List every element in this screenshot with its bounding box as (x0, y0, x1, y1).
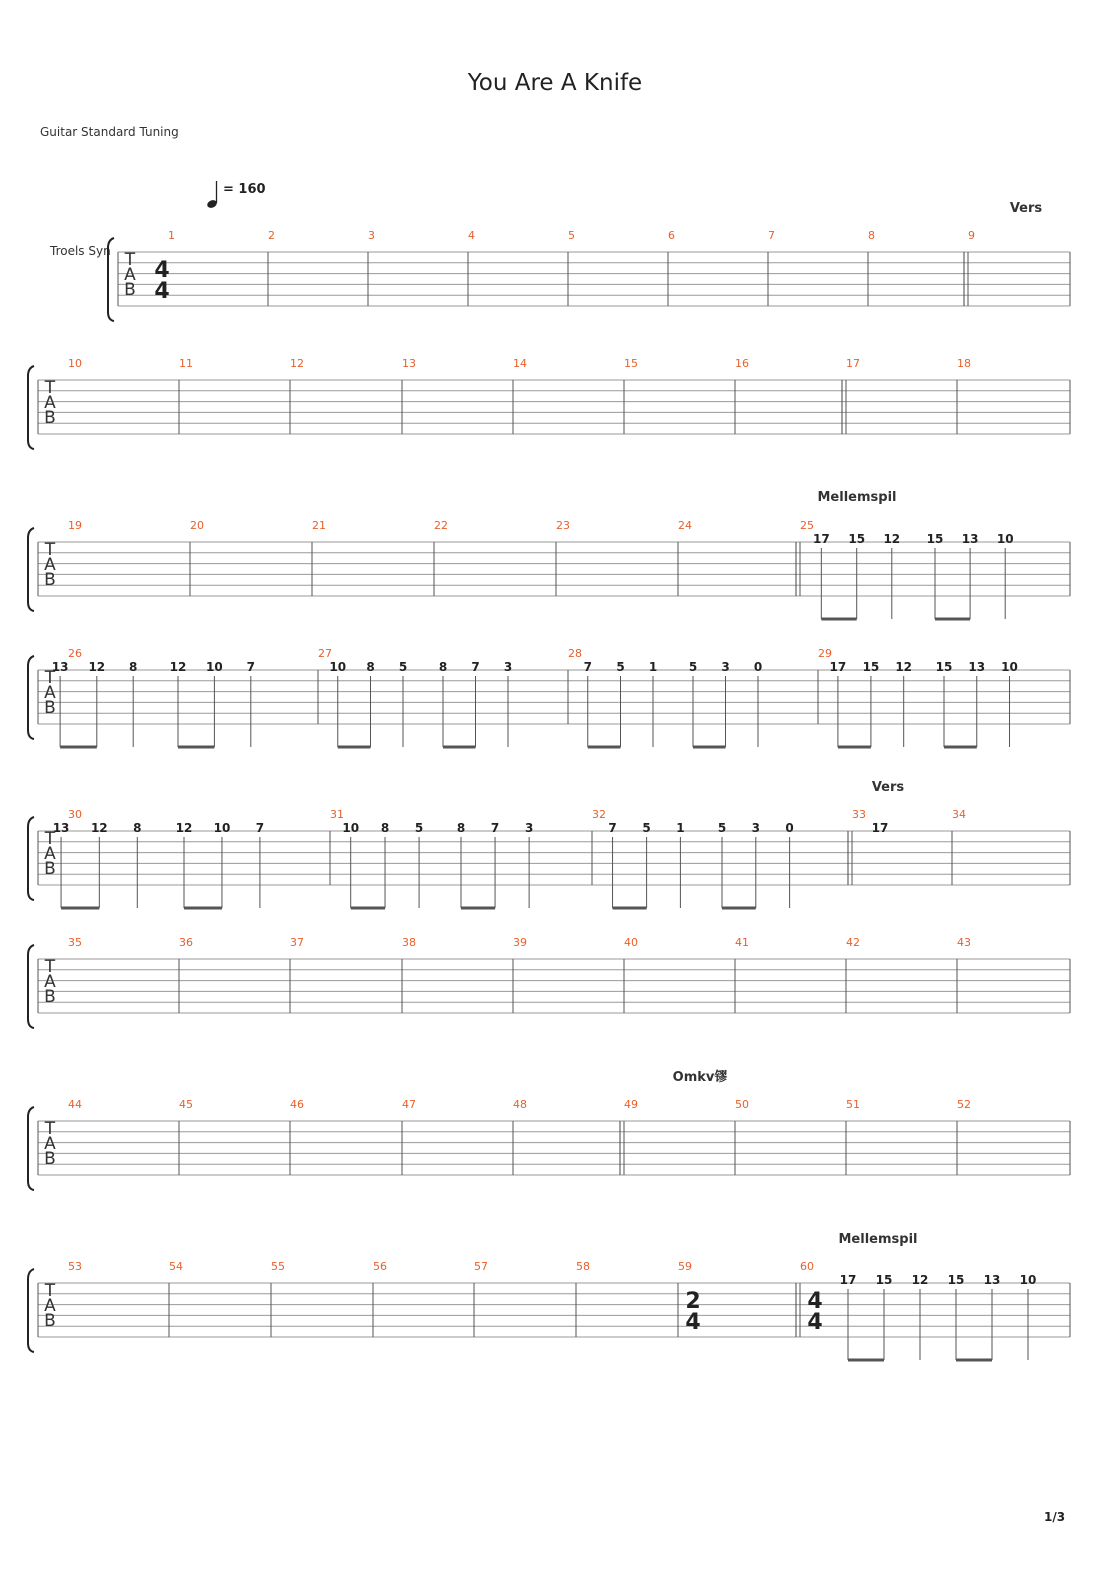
measure-number: 15 (624, 357, 638, 370)
measure-number: 14 (513, 357, 527, 370)
measure-2 (268, 229, 275, 242)
measure-30 (53, 808, 264, 908)
fret-number: 15 (947, 1273, 965, 1287)
tab-clef-letter: A (44, 844, 56, 864)
system-bracket (28, 366, 34, 449)
measure-number: 16 (735, 357, 749, 370)
fret-number: 3 (524, 821, 534, 835)
page-number: 1/3 (1044, 1510, 1066, 1524)
fret-number: 7 (583, 660, 592, 674)
measure-54 (169, 1260, 183, 1273)
section-marker: Omkv镠 (672, 1070, 728, 1085)
measure-number: 27 (318, 647, 332, 660)
tab-clef-letter: T (44, 668, 56, 688)
measure-number: 34 (952, 808, 966, 821)
fret-number: 7 (608, 821, 617, 835)
system-bracket (108, 238, 114, 321)
measure-number: 38 (402, 936, 416, 949)
fret-number: 3 (751, 821, 760, 835)
measure-number: 22 (434, 519, 448, 532)
measure-17 (842, 357, 860, 434)
measure-36 (179, 936, 193, 949)
fret-number: 5 (414, 821, 424, 835)
measure-28 (568, 647, 762, 747)
measure-number: 56 (373, 1260, 387, 1273)
measure-number: 42 (846, 936, 860, 949)
measure-15 (624, 357, 638, 370)
tab-clef-letter: T (44, 378, 56, 398)
measure-number: 35 (68, 936, 82, 949)
fret-number: 13 (961, 532, 979, 546)
tab-system (28, 357, 1070, 449)
fret-number: 17 (812, 532, 830, 546)
measure-number: 45 (179, 1098, 193, 1111)
measure-number: 55 (271, 1260, 285, 1273)
tab-clef-letter: A (44, 555, 56, 575)
fret-number: 7 (471, 660, 480, 674)
measure-33 (848, 780, 904, 885)
measure-number: 5 (568, 229, 575, 242)
measure-3 (368, 229, 375, 242)
tab-clef-letter: T (44, 1281, 56, 1301)
measure-29 (818, 647, 1018, 747)
fret-number: 12 (911, 1273, 929, 1287)
fret-number: 1 (676, 821, 685, 835)
measure-19 (68, 519, 82, 532)
measure-number: 30 (68, 808, 82, 821)
system-bracket (28, 528, 34, 611)
measure-number: 19 (68, 519, 82, 532)
measure-57 (474, 1260, 488, 1273)
measure-5 (568, 229, 575, 242)
tab-clef-letter: A (44, 393, 56, 413)
fret-number: 12 (169, 660, 187, 674)
tab-clef-letter: A (44, 683, 56, 703)
time-signature-top: 2 (685, 1289, 701, 1314)
measure-number: 52 (957, 1098, 971, 1111)
measure-40 (624, 936, 638, 949)
measure-21 (312, 519, 326, 532)
fret-number: 12 (88, 660, 106, 674)
tab-clef-letter: A (44, 1296, 56, 1316)
measure-number: 39 (513, 936, 527, 949)
measure-number: 17 (846, 357, 860, 370)
system-bracket (28, 656, 34, 739)
fret-number: 15 (935, 660, 953, 674)
system-bracket (28, 1269, 34, 1352)
measure-10 (68, 357, 82, 370)
measure-52 (957, 1098, 971, 1111)
section-marker: Vers (871, 780, 905, 795)
fret-number: 8 (456, 821, 466, 835)
measure-number: 9 (968, 229, 975, 242)
tab-clef-letter: A (44, 972, 56, 992)
measure-44 (68, 1098, 82, 1111)
fret-number: 17 (829, 660, 847, 674)
fret-number: 5 (616, 660, 625, 674)
fret-number: 12 (175, 821, 193, 835)
measure-number: 51 (846, 1098, 860, 1111)
measure-number: 24 (678, 519, 692, 532)
fret-number: 13 (968, 660, 986, 674)
measure-23 (556, 519, 570, 532)
fret-number: 1 (648, 660, 658, 674)
measure-20 (190, 519, 204, 532)
fret-number: 3 (503, 660, 513, 674)
tab-clef-letter: T (44, 957, 56, 977)
fret-number: 10 (342, 821, 360, 835)
measure-43 (957, 936, 971, 949)
time-signature-bottom: 4 (685, 1310, 701, 1335)
measure-25 (796, 490, 1014, 619)
measure-number: 33 (852, 808, 866, 821)
measure-number: 57 (474, 1260, 488, 1273)
measure-number: 25 (800, 519, 814, 532)
system-bracket (28, 1107, 34, 1190)
measure-24 (678, 519, 692, 532)
measure-7 (768, 229, 775, 242)
measure-1 (154, 229, 175, 304)
measure-number: 1 (168, 229, 175, 242)
measure-26 (52, 647, 255, 747)
measure-35 (68, 936, 82, 949)
tab-clef-letter: T (44, 1119, 56, 1139)
fret-number: 10 (206, 660, 223, 674)
measure-number: 47 (402, 1098, 416, 1111)
measure-4 (468, 229, 475, 242)
measure-56 (373, 1260, 387, 1273)
measure-number: 54 (169, 1260, 183, 1273)
time-signature-bottom: 4 (154, 279, 170, 304)
measure-42 (846, 936, 860, 949)
tab-system (28, 1069, 1070, 1190)
tab-clef-letter: B (44, 570, 56, 590)
fret-number: 10 (213, 821, 231, 835)
measure-59 (678, 1260, 701, 1335)
fret-number: 8 (366, 660, 375, 674)
measure-number: 29 (818, 647, 832, 660)
fret-number: 15 (862, 660, 880, 674)
measure-number: 43 (957, 936, 971, 949)
fret-number: 8 (129, 660, 138, 674)
measure-16 (735, 357, 749, 370)
measure-47 (402, 1098, 416, 1111)
tab-clef-letter: B (44, 698, 56, 718)
fret-number: 5 (642, 821, 651, 835)
tempo-marking (206, 181, 266, 209)
tab-clef-letter: T (124, 250, 136, 270)
measure-48 (513, 1098, 527, 1111)
song-title: You Are A Knife (467, 70, 643, 96)
tab-system (28, 490, 1070, 619)
measure-12 (290, 357, 304, 370)
measure-number: 23 (556, 519, 570, 532)
tab-system (28, 936, 1070, 1028)
fret-number: 13 (51, 660, 69, 674)
measure-number: 36 (179, 936, 193, 949)
measure-9 (964, 201, 1042, 306)
time-signature-top: 4 (807, 1289, 823, 1314)
measure-number: 8 (868, 229, 875, 242)
fret-number: 15 (875, 1273, 893, 1287)
tab-clef-letter: T (44, 829, 56, 849)
measure-number: 20 (190, 519, 204, 532)
system-bracket (28, 817, 34, 900)
measure-50 (735, 1098, 749, 1111)
time-signature-bottom: 4 (807, 1310, 823, 1335)
fret-number: 5 (717, 821, 727, 835)
fret-number: 10 (996, 532, 1014, 546)
measure-number: 32 (592, 808, 606, 821)
measure-number: 46 (290, 1098, 304, 1111)
measure-11 (179, 357, 193, 370)
section-marker: Vers (1009, 201, 1043, 216)
measure-number: 40 (624, 936, 638, 949)
tuning-label: Guitar Standard Tuning (40, 125, 179, 139)
fret-number: 10 (1001, 660, 1018, 674)
measure-number: 58 (576, 1260, 590, 1273)
tab-clef-letter: B (124, 280, 136, 300)
measure-number: 7 (768, 229, 775, 242)
measure-number: 11 (179, 357, 193, 370)
measure-number: 6 (668, 229, 675, 242)
fret-number: 3 (721, 660, 730, 674)
measure-27 (318, 647, 512, 747)
fret-number: 13 (52, 821, 70, 835)
fret-number: 0 (753, 660, 763, 674)
section-marker: Mellemspil (838, 1232, 918, 1247)
fret-number: 15 (848, 532, 866, 546)
tab-clef-letter: B (44, 859, 56, 879)
measure-number: 44 (68, 1098, 82, 1111)
measure-60 (796, 1232, 1036, 1360)
fret-number: 12 (90, 821, 108, 835)
measure-number: 41 (735, 936, 749, 949)
tempo-value: = 160 (223, 182, 266, 197)
fret-number: 7 (246, 660, 255, 674)
measure-34 (952, 808, 966, 821)
fret-number: 15 (926, 532, 944, 546)
measure-number: 4 (468, 229, 475, 242)
measure-55 (271, 1260, 285, 1273)
fret-number: 5 (398, 660, 408, 674)
measure-58 (576, 1260, 590, 1273)
measure-number: 3 (368, 229, 375, 242)
measure-8 (868, 229, 875, 242)
measure-53 (68, 1260, 82, 1273)
track-name: Troels Syn (50, 244, 111, 258)
fret-number: 10 (1019, 1273, 1037, 1287)
fret-number: 10 (329, 660, 347, 674)
tab-clef-letter: B (44, 1149, 56, 1169)
measure-46 (290, 1098, 304, 1111)
measure-number: 59 (678, 1260, 692, 1273)
measure-number: 31 (330, 808, 344, 821)
measure-number: 50 (735, 1098, 749, 1111)
measure-number: 13 (402, 357, 416, 370)
measure-39 (513, 936, 527, 949)
measure-32 (592, 808, 794, 908)
fret-number: 8 (380, 821, 390, 835)
fret-number: 5 (688, 660, 698, 674)
tab-clef-letter: B (44, 408, 56, 428)
measure-number: 37 (290, 936, 304, 949)
measure-number: 60 (800, 1260, 814, 1273)
measure-number: 10 (68, 357, 82, 370)
measure-38 (402, 936, 416, 949)
measure-number: 26 (68, 647, 82, 660)
fret-number: 17 (871, 821, 889, 835)
fret-number: 8 (133, 821, 142, 835)
tab-clef-letter: T (44, 540, 56, 560)
measure-6 (668, 229, 675, 242)
fret-number: 0 (785, 821, 794, 835)
measure-45 (179, 1098, 193, 1111)
tab-clef-letter: B (44, 987, 56, 1007)
tab-clef-letter: A (124, 265, 136, 285)
fret-number: 13 (983, 1273, 1001, 1287)
tab-system (28, 647, 1070, 747)
measure-number: 28 (568, 647, 582, 660)
measure-37 (290, 936, 304, 949)
measure-number: 49 (624, 1098, 638, 1111)
measure-22 (434, 519, 448, 532)
fret-number: 12 (895, 660, 913, 674)
measure-31 (330, 808, 533, 908)
fret-number: 7 (255, 821, 265, 835)
measure-number: 12 (290, 357, 304, 370)
measure-49 (620, 1069, 727, 1175)
measure-13 (402, 357, 416, 370)
measure-18 (957, 357, 971, 370)
tab-system (28, 780, 1070, 908)
fret-number: 8 (438, 660, 448, 674)
measure-41 (735, 936, 749, 949)
measure-number: 48 (513, 1098, 527, 1111)
measure-number: 53 (68, 1260, 82, 1273)
measure-number: 18 (957, 357, 971, 370)
section-marker: Mellemspil (817, 490, 897, 505)
tab-system (108, 201, 1070, 321)
measure-number: 2 (268, 229, 275, 242)
fret-number: 17 (839, 1273, 857, 1287)
measure-number: 21 (312, 519, 326, 532)
system-bracket (28, 945, 34, 1028)
time-signature-top: 4 (154, 258, 170, 283)
tab-clef-letter: B (44, 1311, 56, 1331)
fret-number: 12 (883, 532, 901, 546)
fret-number: 7 (490, 821, 500, 835)
tab-clef-letter: A (44, 1134, 56, 1154)
measure-51 (846, 1098, 860, 1111)
measure-14 (513, 357, 527, 370)
tab-system (28, 1232, 1070, 1360)
